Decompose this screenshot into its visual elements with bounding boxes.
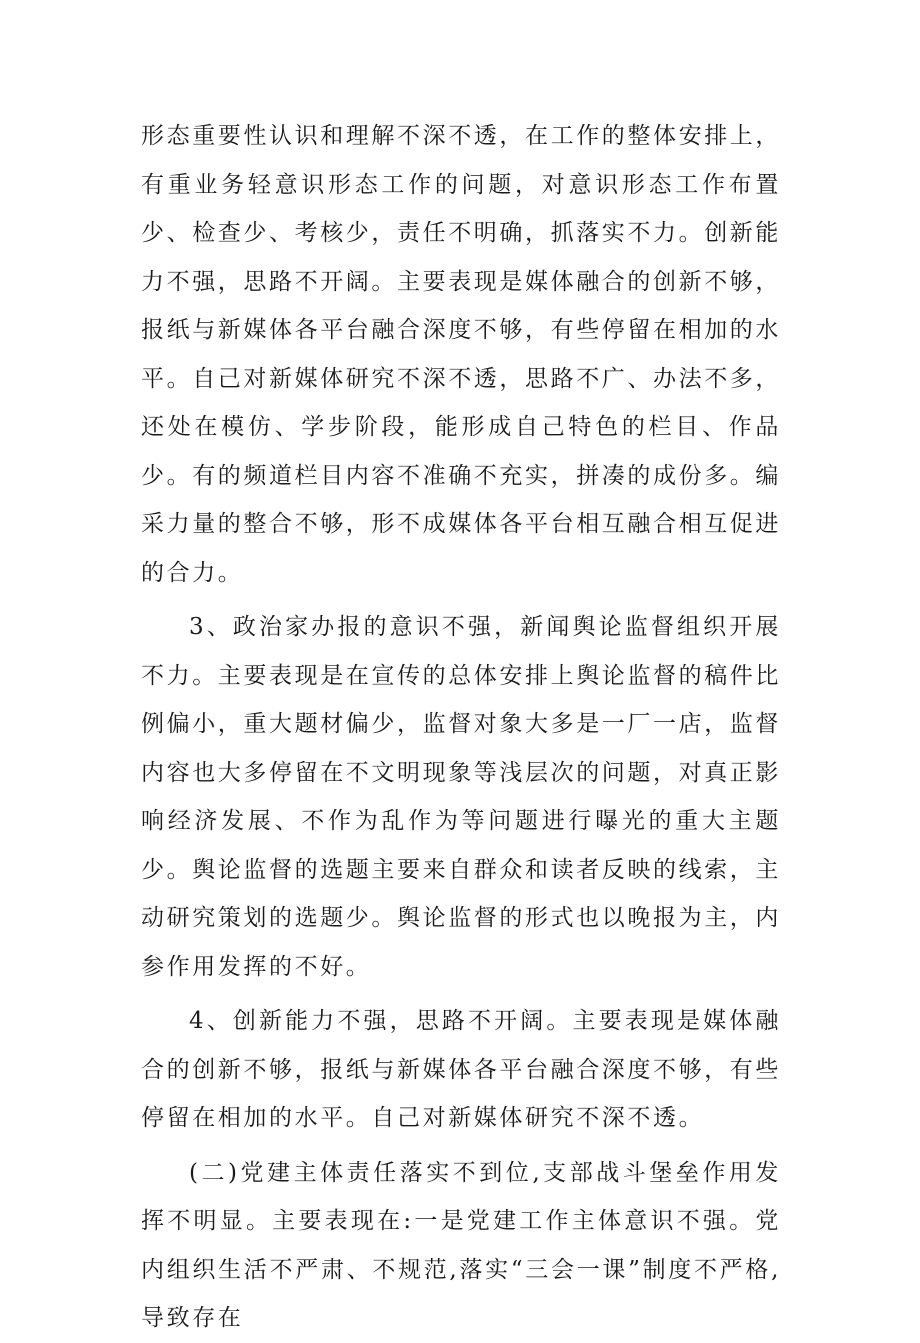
paragraph-item-3: 3、政治家办报的意识不强，新闻舆论监督组织开展不力。主要表现是在宣传的总体安排上舆论监督的稿件比例偏小，重大题材偏少，监督对象大多是一厂一店，监督内容也大多停留在不文明现象等浅层次的问题，对真正影响经济发展、不作为乱作为等问题进行曝光的重大主题少。舆论监督的选题主要来自群众和读者反映的线索，主动研究策划的选题少。舆论监督的形式也以晚报为主，内参作用发挥的不好。 <box>141 614 781 980</box>
paragraph-continuation: 形态重要性认识和理解不深不透，在工作的整体安排上，有重业务轻意识形态工作的问题，对意识形态工作布置少、检查少、考核少，责任不明确，抓落实不力。创新能力不强，思路不开阔。主要表现是媒体融合的创新不够，报纸与新媒体各平台融合深度不够，有些停留在相加的水平。自己对新媒体研究不深不透，思路不广、办法不多，还处在模仿、学步阶段，能形成自己特色的栏目、作品少。有的频道栏目内容不准确不充实，拼凑的成份多。编采力量的整合不够，形不成媒体各平台相互融合相互促进的合力。 <box>141 123 781 586</box>
paragraph-item-4: 4、创新能力不强，思路不开阔。主要表现是媒体融合的创新不够，报纸与新媒体各平台融合深度不够，有些停留在相加的水平。自己对新媒体研究不深不透。 <box>141 1008 781 1131</box>
paragraph-section-2: (二)党建主体责任落实不到位,支部战斗堡垒作用发挥不明显。主要表现在:一是党建工作主体意识不强。党内组织生活不严肃、不规范,落实“三会一课”制度不严格,导致存在 <box>141 1159 781 1331</box>
document-body <box>141 112 781 1343</box>
